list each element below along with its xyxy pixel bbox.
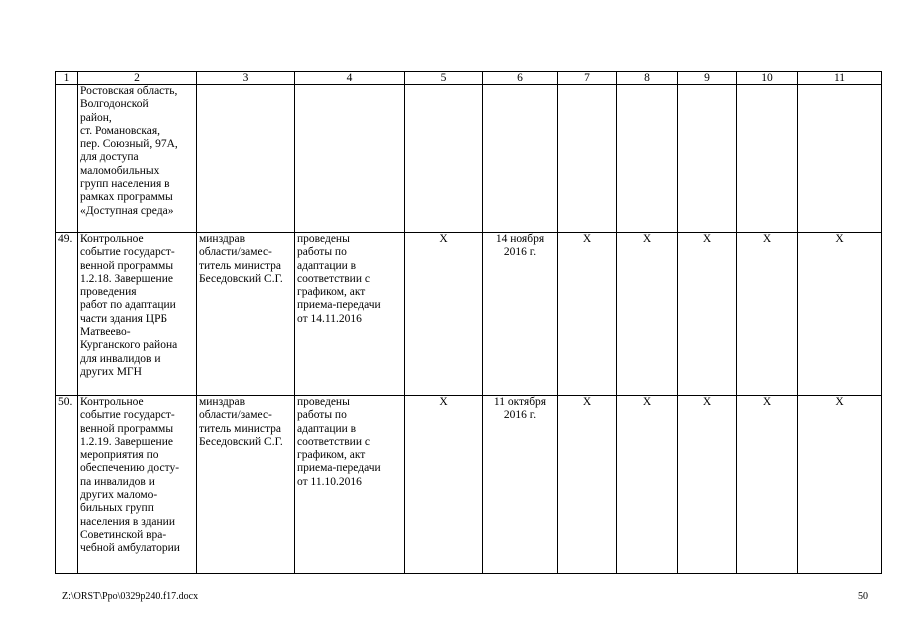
column-number-row (56, 72, 882, 85)
responsible-cell (197, 85, 295, 233)
cell-col8 (617, 85, 678, 233)
cell-col9: Х (678, 396, 737, 574)
column-number: 1 (56, 72, 78, 85)
page-number: 50 (858, 591, 868, 602)
document-table (55, 71, 882, 574)
cell-col5: Х (405, 233, 483, 396)
row-number: 50. (56, 396, 78, 574)
cell-col11: Х (798, 396, 882, 574)
cell-col10 (737, 85, 798, 233)
column-number: 9 (678, 72, 737, 85)
cell-col5: Х (405, 396, 483, 574)
column-number: 4 (295, 72, 405, 85)
column-number: 5 (405, 72, 483, 85)
cell-col11: Х (798, 233, 882, 396)
cell-col7: Х (558, 396, 617, 574)
result-cell (295, 85, 405, 233)
row-number: 49. (56, 233, 78, 396)
responsible-cell: минздрав области/замес- титель министра Беседовский С.Г. (197, 233, 295, 396)
column-number: 7 (558, 72, 617, 85)
table-row (56, 233, 882, 396)
column-number: 6 (483, 72, 558, 85)
cell-col5 (405, 85, 483, 233)
file-path-footer: Z:\ORST\Ppo\0329p240.f17.docx (62, 591, 199, 602)
cell-col8: Х (617, 396, 678, 574)
column-number: 11 (798, 72, 882, 85)
column-number: 3 (197, 72, 295, 85)
date-cell: 14 ноября 2016 г. (483, 233, 558, 396)
event-description: Контрольное событие государст- венной программы 1.2.19. Завершение мероприятия по обеспечению досту- па инвалидов и других маломо- бильных групп населения в здании Советинской вра- чебной амбулатории (78, 396, 197, 574)
event-description: Контрольное событие государст- венной программы 1.2.18. Завершение проведения работ по адаптации части здания ЦРБ Матвеево- Курганского района для инвалидов и других МГН (78, 233, 197, 396)
cell-col9: Х (678, 233, 737, 396)
cell-col8: Х (617, 233, 678, 396)
result-cell: проведены работы по адаптации в соответствии с графиком, акт приема-передачи от 14.11.2016 (295, 233, 405, 396)
cell-col11 (798, 85, 882, 233)
table-row (56, 85, 882, 233)
column-number: 2 (78, 72, 197, 85)
row-number (56, 85, 78, 233)
cell-col7 (558, 85, 617, 233)
cell-col7: Х (558, 233, 617, 396)
event-description: Ростовская область, Волгодонской район, ст. Романовская, пер. Союзный, 97А, для доступа маломобильных групп населения в рамках программы «Доступная среда» (78, 85, 197, 233)
result-cell: проведены работы по адаптации в соответствии с графиком, акт приема-передачи от 11.10.2016 (295, 396, 405, 574)
column-number: 8 (617, 72, 678, 85)
cell-col10: Х (737, 396, 798, 574)
cell-col9 (678, 85, 737, 233)
table-row (56, 396, 882, 574)
date-cell: 11 октября 2016 г. (483, 396, 558, 574)
date-cell (483, 85, 558, 233)
responsible-cell: минздрав области/замес- титель министра Беседовский С.Г. (197, 396, 295, 574)
column-number: 10 (737, 72, 798, 85)
cell-col10: Х (737, 233, 798, 396)
